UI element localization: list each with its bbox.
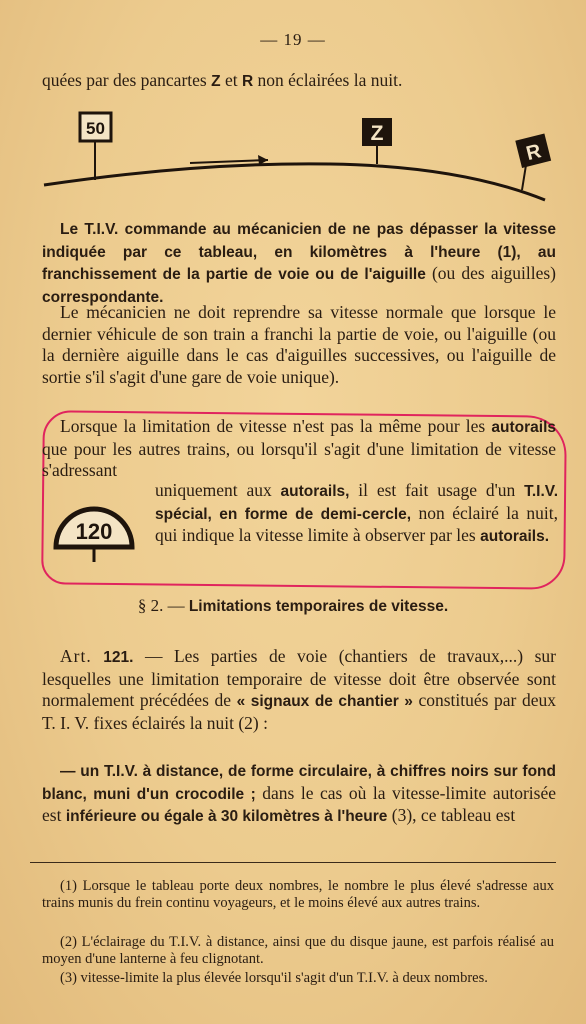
bullet-bold1: — un T.I.V. à distance, de forme circulaire, à chiffres noirs sur fond blanc, muni d'un crocodile ; <box>42 763 556 803</box>
footnote-1: (1) Lorsque le tableau porte deux nombres, le nombre le plus élevé s'adresse aux trains munis du frein continu voyageurs, et le moins élevé aux autres trains. <box>42 878 554 911</box>
paragraph-normal-speed: Le mécanicien ne doit reprendre sa vitesse normale que lorsque le dernier véhicule de son train a franchi la partie de voie, ou l'aiguille (ou la dernière aiguille dans le cas d'aiguilles successives, ou l'aiguille de sortie s'il s'agit d'une gare de voie unique). <box>42 302 556 387</box>
article-bold1: « signaux de chantier » <box>236 693 413 710</box>
bullet-bold2: inférieure ou égale à 30 kilomètres à l'heure <box>65 808 388 825</box>
bullet-text1: dans le cas où la vitesse-limite autorisée est <box>42 782 556 825</box>
article-121 <box>42 646 556 734</box>
para3-bold2: autorails, <box>280 483 350 500</box>
section-title-text: Limitations temporaires de vitesse. <box>188 598 449 615</box>
para3-bold1: autorails <box>491 419 556 436</box>
section-title <box>0 596 586 616</box>
r-sign-text: R <box>524 140 544 166</box>
intro-line <box>42 70 556 93</box>
speed-sign-50 <box>80 113 111 180</box>
intro-z: Z <box>211 73 221 90</box>
z-sign-text: Z <box>370 122 384 145</box>
para3-text5: non éclairé la nuit, qui indique la vitesse limite à observer par les <box>155 502 558 545</box>
para1-normal: (ou des aiguilles) <box>425 263 556 283</box>
para3-text1: Lorsque la limitation de vitesse n'est pas la même pour les <box>60 416 492 436</box>
z-sign <box>362 118 392 164</box>
para3-bold4: autorails. <box>480 528 550 545</box>
speed-sign-50-text: 50 <box>86 119 105 138</box>
footnote-2: (2) L'éclairage du T.I.V. à distance, ainsi que du disque jaune, est parfois réalisé au moyen d'une lanterne à feu clignotant. <box>42 934 554 967</box>
r-sign <box>515 134 551 190</box>
para1-main: Le T.I.V. commande au mécanicien de ne pas dépasser la vitesse indiquée par ce tableau, en kilomètres à l'heure (1), au franchissement de la partie de voie ou de l'aiguille <box>42 221 556 283</box>
section-number: § 2. — <box>137 596 189 615</box>
article-number: 121. <box>103 649 134 666</box>
tiv-special-text: 120 <box>75 519 113 544</box>
footnote-3: (3) vitesse-limite la plus élevée lorsqu'il s'agit d'un T.I.V. à deux nombres. <box>60 970 488 986</box>
para3-text4: il est fait usage d'un <box>349 480 525 500</box>
bullet-tiv-distance <box>42 760 556 828</box>
paragraph-autorails-line2 <box>155 480 558 548</box>
intro-text-mid: et <box>220 70 242 90</box>
article-text1: — Les parties de voie (chantiers de travaux,...) sur lesquelles une limitation temporaire de vitesse doit être observée sont normalement précédées de <box>42 646 557 710</box>
track-line <box>44 164 545 200</box>
para3-bold3: T.I.V. spécial, en forme de demi-cercle, <box>155 483 559 523</box>
bullet-text2: (3), ce tableau est <box>387 805 516 825</box>
article-label: Art. <box>60 646 92 666</box>
footnote-divider <box>30 862 556 863</box>
tiv-special-sign <box>48 502 144 564</box>
intro-text-post: non éclairées la nuit. <box>253 70 403 90</box>
intro-r: R <box>241 73 254 90</box>
article-text2: constitués par deux T. I. V. fixes éclairés la nuit (2) : <box>42 690 556 733</box>
paragraph-autorails-line1 <box>42 416 556 482</box>
track-illustration <box>0 100 586 210</box>
paragraph-tiv-command <box>42 218 556 308</box>
page-number: — 19 — <box>260 30 326 49</box>
para3-text2: que pour les autres trains, ou lorsqu'il s'agit d'une limitation de vitesse s'adressant <box>42 438 556 480</box>
intro-text-pre: quées par des pancartes <box>42 70 212 90</box>
para3-text3: uniquement aux <box>155 480 281 500</box>
para1-end: correspondante. <box>42 288 164 306</box>
